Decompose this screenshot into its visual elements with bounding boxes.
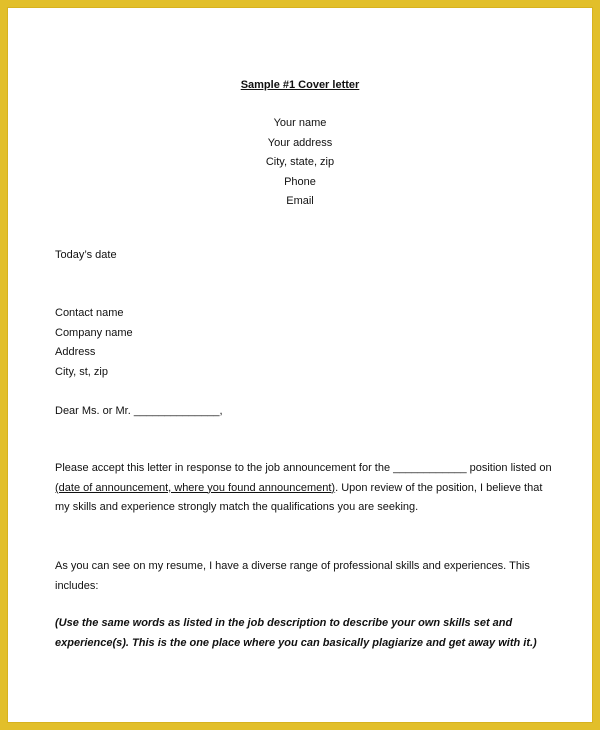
announcement-placeholder: (date of announcement, where you found announcement) — [55, 481, 336, 494]
sender-phone: Phone — [284, 175, 316, 188]
opening-paragraph-part2: . Upon review of the position, I believe that my skills and experience strongly match the qualifications you are seeking. — [55, 481, 543, 513]
sender-name: Your name — [273, 117, 327, 129]
skills-paragraph: As you can see on my resume, I have a diverse range of professional skills and experiences. This includes: — [55, 560, 530, 592]
recipient-city-state-zip: City, st, zip — [55, 365, 108, 378]
sender-block — [7, 114, 593, 212]
recipient-block — [55, 304, 555, 382]
letter-date: Today’s date — [55, 249, 117, 261]
salutation: Dear Ms. or Mr. ______________, — [55, 405, 223, 417]
document-page — [7, 7, 593, 723]
sender-address: Your address — [267, 136, 333, 149]
recipient-company-name: Company name — [55, 326, 133, 339]
sender-city-state-zip: City, state, zip — [265, 156, 335, 168]
recipient-contact-name: Contact name — [55, 307, 124, 319]
instruction-note: (Use the same words as listed in the job description to describe your own skills set and experience(s). This is the one place where you can basically plagiarize and get away with it.) — [55, 617, 537, 649]
recipient-address: Address — [55, 346, 96, 358]
opening-paragraph-part1: Please accept this letter in response to the job announcement for the ____________ position listed on — [55, 462, 552, 474]
opening-paragraph — [55, 459, 555, 518]
document-title: Sample #1 Cover letter — [240, 79, 360, 91]
sender-email: Email — [286, 195, 314, 207]
